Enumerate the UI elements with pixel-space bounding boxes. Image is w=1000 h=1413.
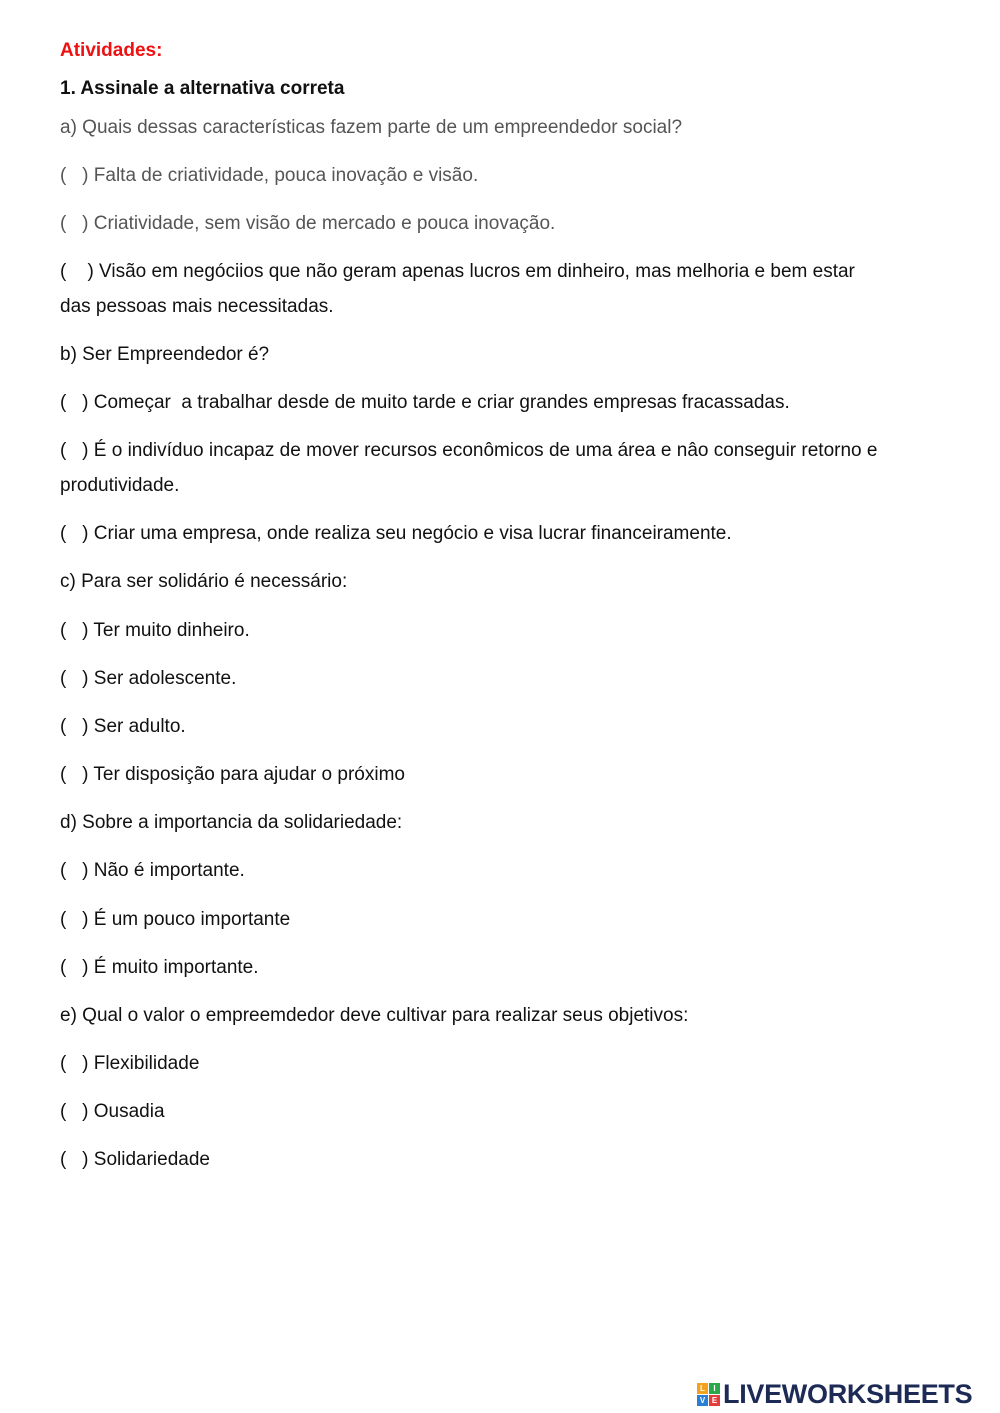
logo-letter-v: V — [697, 1395, 708, 1406]
question-b-option-3[interactable]: ( ) Criar uma empresa, onde realiza seu negócio e visa lucrar financeiramente. — [60, 523, 732, 544]
logo-letter-i: I — [709, 1383, 720, 1394]
logo-letter-e: E — [709, 1395, 720, 1406]
question-b-option-2[interactable]: ( ) É o indivíduo incapaz de mover recursos econômicos de uma área e nâo conseguir retorno e produtividade. — [60, 440, 888, 496]
question-e-option-2[interactable]: ( ) Ousadia — [60, 1101, 165, 1122]
question-d-prompt: d) Sobre a importancia da solidariedade: — [60, 812, 403, 833]
question-e-option-3[interactable]: ( ) Solidariedade — [60, 1149, 210, 1170]
question-b-prompt: b) Ser Empreendedor é? — [60, 344, 270, 365]
question-c-option-4[interactable]: ( ) Ter disposição para ajudar o próximo — [60, 764, 405, 785]
logo-letter-l: L — [697, 1383, 708, 1394]
question-c-option-2[interactable]: ( ) Ser adolescente. — [60, 668, 237, 689]
question-a-option-3[interactable]: ( ) Visão em negóciios que não geram apenas lucros em dinheiro, mas melhoria e bem estar das pessoas mais necessitadas. — [60, 261, 861, 317]
question-a-option-2[interactable]: ( ) Criatividade, sem visão de mercado e pouca inovação. — [60, 213, 556, 234]
question-d-option-1[interactable]: ( ) Não é importante. — [60, 860, 245, 881]
liveworksheets-logo — [697, 1379, 972, 1410]
question-d-option-3[interactable]: ( ) É muito importante. — [60, 957, 259, 978]
question-e-option-1[interactable]: ( ) Flexibilidade — [60, 1053, 200, 1074]
question-c-option-3[interactable]: ( ) Ser adulto. — [60, 716, 186, 737]
question-a-prompt: a) Quais dessas características fazem parte de um empreendedor social? — [60, 117, 683, 138]
question-e-prompt: e) Qual o valor o empreemdedor deve cultivar para realizar seus objetivos: — [60, 1005, 689, 1026]
heading: Atividades: — [60, 40, 163, 61]
liveworksheets-icon — [697, 1383, 720, 1406]
question-c-option-1[interactable]: ( ) Ter muito dinheiro. — [60, 620, 250, 641]
instruction: 1. Assinale a alternativa correta — [60, 78, 345, 99]
question-d-option-2[interactable]: ( ) É um pouco importante — [60, 909, 291, 930]
question-b-option-1[interactable]: ( ) Começar a trabalhar desde de muito tarde e criar grandes empresas fracassadas. — [60, 392, 790, 413]
question-c-prompt: c) Para ser solidário é necessário: — [60, 571, 348, 592]
question-a-option-1[interactable]: ( ) Falta de criatividade, pouca inovação e visão. — [60, 165, 479, 186]
logo-text: LIVEWORKSHEETS — [723, 1379, 973, 1409]
